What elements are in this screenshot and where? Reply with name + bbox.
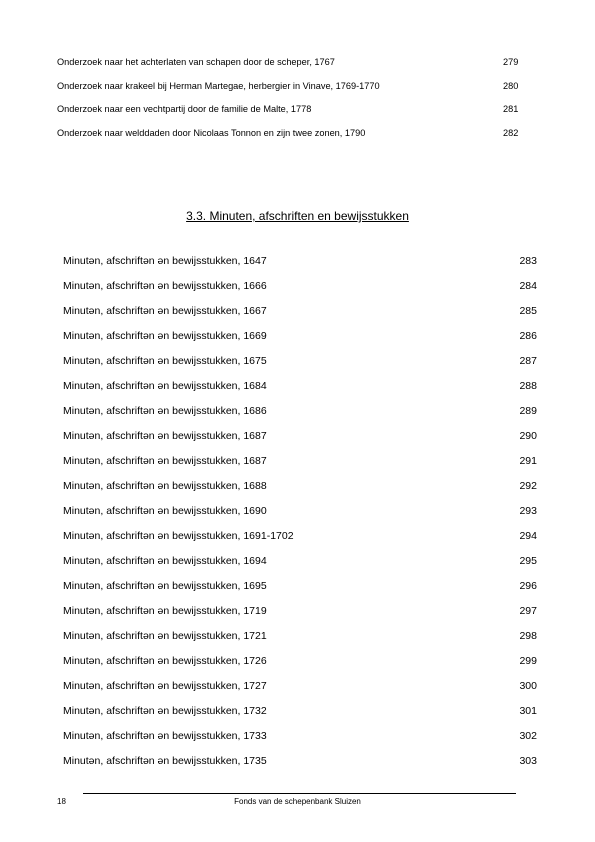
entry-row: [63, 379, 537, 404]
entry-row: [63, 679, 537, 704]
entry-text: Minutən, afschriftən ən bewijsstukken, 1688: [63, 480, 267, 492]
entry-text: Minutən, afschriftən ən bewijsstukken, 1687: [63, 430, 267, 442]
entry-number: 294: [519, 530, 537, 542]
footer-title: Fonds van de schepenbank Sluizen: [234, 797, 361, 806]
top-entry-text: Onderzoek naar krakeel bij Herman Martegae, herbergier in Vinave, 1769-1770: [57, 80, 380, 91]
entry-number: 293: [519, 505, 537, 517]
top-entry-number: 282: [503, 127, 519, 138]
entry-number: 292: [519, 480, 537, 492]
entry-number: 300: [519, 680, 537, 692]
top-entry-number: 280: [503, 80, 519, 91]
entry-row: [63, 704, 537, 729]
top-entry-text: Onderzoek naar het achterlaten van schapen door de scheper, 1767: [57, 57, 335, 67]
entry-number: 289: [519, 405, 537, 417]
entry-number: 296: [519, 580, 537, 592]
section-title: 3.3. Minuten, afschriften en bewijsstukken: [186, 209, 409, 223]
entry-text: Minutən, afschriftən ən bewijsstukken, 1694: [63, 555, 267, 567]
entry-row: [63, 454, 537, 479]
top-entry-number: 281: [503, 104, 519, 114]
entry-row: [63, 254, 537, 279]
entry-number: 302: [519, 730, 537, 742]
top-entry-text: Onderzoek naar welddaden door Nicolaas Tonnon en zijn twee zonen, 1790: [57, 127, 366, 138]
entry-text: Minutən, afschriftən ən bewijsstukken, 1726: [63, 655, 267, 667]
entry-number: 284: [519, 280, 537, 292]
top-entry-list: [57, 56, 527, 150]
entry-row: [63, 579, 537, 604]
entry-number: 288: [519, 380, 537, 392]
entry-number: 286: [519, 330, 537, 342]
entry-text: Minutən, afschriftən ən bewijsstukken, 1647: [63, 255, 267, 267]
entry-number: 295: [519, 555, 537, 567]
entry-row: [63, 629, 537, 654]
entry-text: Minutən, afschriftən ən bewijsstukken, 1675: [63, 355, 267, 367]
entry-row: [63, 729, 537, 754]
entry-number: 291: [519, 455, 537, 467]
footer-divider: [83, 793, 516, 794]
entry-row: [63, 329, 537, 354]
entry-row: [63, 479, 537, 504]
entry-text: Minutən, afschriftən ən bewijsstukken, 1735: [63, 755, 267, 767]
entry-row: [63, 554, 537, 579]
entry-row: [63, 754, 537, 779]
top-entry-row: [57, 127, 527, 151]
entry-text: Minutən, afschriftən ən bewijsstukken, 1721: [63, 630, 267, 642]
section-heading: [0, 209, 595, 224]
entry-number: 287: [519, 355, 537, 367]
entry-text: Minutən, afschriftən ən bewijsstukken, 1732: [63, 705, 267, 717]
entry-number: 290: [519, 430, 537, 442]
entry-text: Minutən, afschriftən ən bewijsstukken, 1727: [63, 680, 267, 692]
entry-text: Minutən, afschriftən ən bewijsstukken, 1669: [63, 330, 267, 342]
entry-number: 297: [519, 605, 537, 617]
entry-row: [63, 654, 537, 679]
entry-number: 285: [519, 305, 537, 317]
top-entry-number: 279: [503, 57, 519, 67]
top-entry-row: [57, 80, 527, 104]
entry-text: Minutən, afschriftən ən bewijsstukken, 1690: [63, 505, 267, 517]
entry-row: [63, 279, 537, 304]
entry-text: Minutən, afschriftən ən bewijsstukken, 1719: [63, 605, 267, 617]
entry-row: [63, 529, 537, 554]
entry-text: Minutən, afschriftən ən bewijsstukken, 1687: [63, 455, 267, 467]
entry-row: [63, 604, 537, 629]
top-entry-row: [57, 56, 527, 80]
entry-text: Minutən, afschriftən ən bewijsstukken, 1695: [63, 580, 267, 592]
entry-number: 283: [519, 255, 537, 267]
top-entry-row: [57, 103, 527, 127]
top-entry-text: Onderzoek naar een vechtpartij door de familie de Malte, 1778: [57, 104, 312, 114]
entry-text: Minutən, afschriftən ən bewijsstukken, 1667: [63, 305, 267, 317]
entry-text: Minutən, afschriftən ən bewijsstukken, 1684: [63, 380, 267, 392]
entry-number: 299: [519, 655, 537, 667]
entry-number: 301: [519, 705, 537, 717]
entry-text: Minutən, afschriftən ən bewijsstukken, 1733: [63, 730, 267, 742]
entry-row: [63, 404, 537, 429]
entry-text: Minutən, afschriftən ən bewijsstukken, 1666: [63, 280, 267, 292]
footer-page-number: 18: [57, 797, 66, 806]
entry-row: [63, 504, 537, 529]
entry-list: [63, 254, 537, 779]
entry-row: [63, 354, 537, 379]
entry-row: [63, 304, 537, 329]
entry-number: 298: [519, 630, 537, 642]
entry-text: Minutən, afschriftən ən bewijsstukken, 1686: [63, 405, 267, 417]
entry-number: 303: [519, 755, 537, 767]
entry-text: Minutən, afschriftən ən bewijsstukken, 1691-1702: [63, 530, 294, 542]
entry-row: [63, 429, 537, 454]
